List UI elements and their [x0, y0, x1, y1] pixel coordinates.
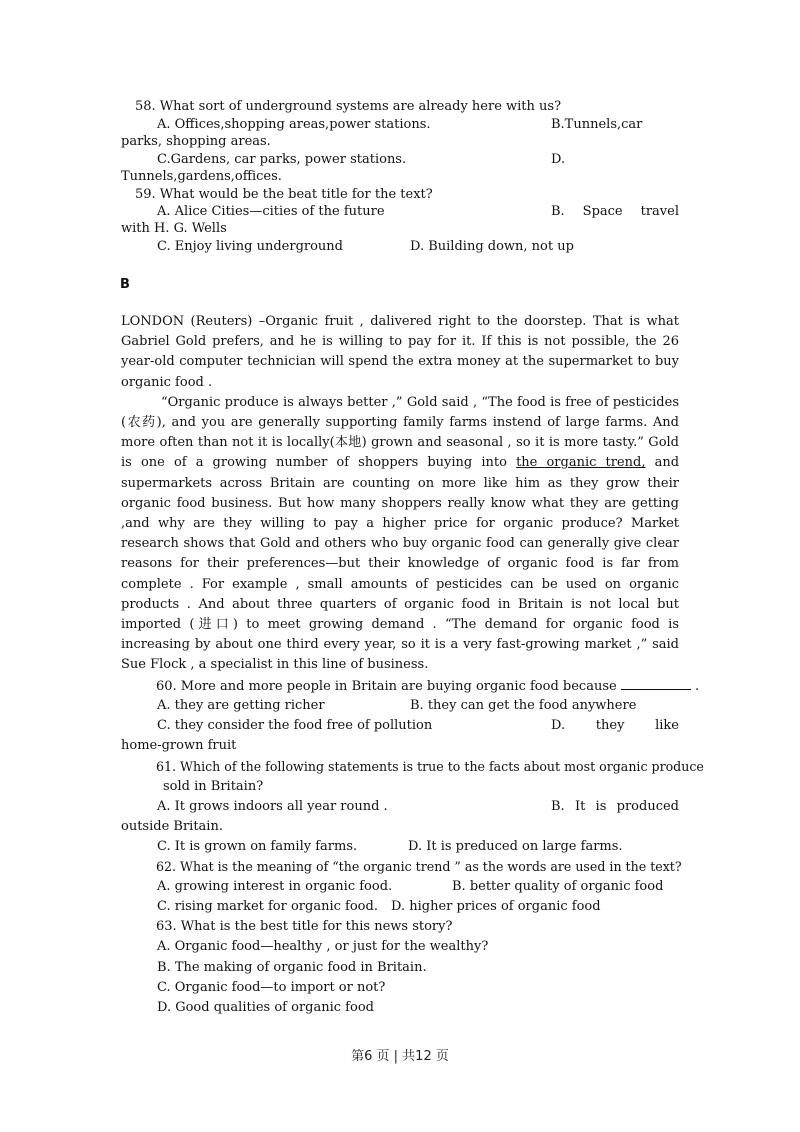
q59-option-c: C. Enjoy living underground [157, 239, 343, 254]
q60-stem: 60. More and more people in Britain are buying organic food because [156, 679, 617, 694]
q59-option-b: B. Space travel [551, 204, 679, 219]
q58-option-b-wrap: parks, shopping areas. [121, 134, 271, 149]
passage-paragraph-1: LONDON (Reuters) –Organic fruit , dalivered right to the doorstep. That is what Gabriel Gold prefers, and he is willing to pay for it. If this is not possible, the 26 year-old computer technician will spend the extra money at the supermarket to buy organic food . [121, 314, 679, 390]
passage-paragraph-2 [121, 393, 679, 676]
q61-option-d: D. It is preduced on large farms. [408, 839, 623, 854]
q60-option-c: C. they consider the food free of pollution [157, 718, 433, 733]
q61-option-a: A. It grows indoors all year round . [157, 799, 388, 814]
q63-option-d: D. Good qualities of organic food [157, 1000, 374, 1015]
section-b-heading: B [120, 277, 130, 292]
q62-option-a: A. growing interest in organic food. [157, 879, 393, 894]
q63-option-b: B. The making of organic food in Britain. [157, 960, 427, 975]
q62-option-c: C. rising market for organic food. [157, 899, 378, 914]
q61-stem-wrap: sold in Britain? [163, 779, 264, 794]
q60-stem-row [156, 677, 699, 696]
passage-paragraph-2-part-a: “Organic produce is always better ,” Gold said , “The food is free of pesticides (农药), and you are generally supporting family farms instend of large farms. And more often than not it is locally(本地) grown and seasonal , so it is more tasty.” Gold is one of a growing number of shoppers buying into [121, 394, 679, 471]
passage [121, 312, 679, 676]
q59-option-a: A. Alice Cities—cities of the future [157, 204, 385, 219]
underlined-phrase-organic-trend: the organic trend, [516, 455, 646, 471]
q59-option-d: D. Building down, not up [410, 239, 574, 254]
answer-blank [621, 677, 691, 690]
q61-option-b: B. It is produced [551, 799, 679, 814]
q61-option-c: C. It is grown on family farms. [157, 839, 358, 854]
q60-option-d-wrap: home-grown fruit [121, 738, 237, 753]
q63-option-a: A. Organic food—healthy , or just for the wealthy? [157, 939, 489, 954]
page-number-footer: 第6 页 | 共12 页 [351, 1049, 449, 1064]
q58-option-b: B.Tunnels,car [551, 117, 643, 132]
q62-option-d: D. higher prices of organic food [391, 899, 601, 914]
q60-option-d: D. they like [551, 718, 679, 733]
q61-option-b-wrap: outside Britain. [121, 819, 223, 834]
q58-option-a: A. Offices,shopping areas,power stations. [157, 117, 431, 132]
q62-option-b: B. better quality of organic food [452, 879, 664, 894]
q60-stem-end: . [694, 679, 700, 694]
q63-stem: 63. What is the best title for this news story? [156, 919, 453, 934]
q58-option-d-wrap: Tunnels,gardens,offices. [121, 169, 282, 184]
q60-option-b: B. they can get the food anywhere [410, 698, 637, 713]
q62-stem: 62. What is the meaning of “the organic trend ” as the words are used in the text? [156, 859, 682, 874]
q58-option-c: C.Gardens, car parks, power stations. [157, 152, 407, 167]
q60-option-a: A. they are getting richer [157, 698, 325, 713]
q59-option-b-wrap: with H. G. Wells [121, 221, 227, 236]
q61-stem: 61. Which of the following statements is true to the facts about most organic produce [156, 759, 704, 774]
q59-stem: 59. What would be the beat title for the text? [135, 187, 433, 202]
q58-stem: 58. What sort of underground systems are already here with us? [135, 99, 562, 114]
q63-option-c: C. Organic food—to import or not? [157, 980, 386, 995]
passage-paragraph-2-part-b: and supermarkets across Britain are counting on more like him as they grow their organic food business. But how many shoppers really know what they are getting ,and why are they willing to pay a higher price for organic produce? Market research shows that Gold and others who buy organic food can generally give clear reasons for their preferences—but their knowledge of organic food is far from complete . For example , small amounts of pesticides can be used on organic products . And about three quarters of organic food in Britain is not local but imported (进口) to meet growing demand . “The demand for organic food is increasing by about one third every year, so it is a very fast-growing market ,” said Sue Flock , a specialist in this line of business. [121, 455, 680, 673]
q58-option-d: D. [551, 152, 566, 167]
